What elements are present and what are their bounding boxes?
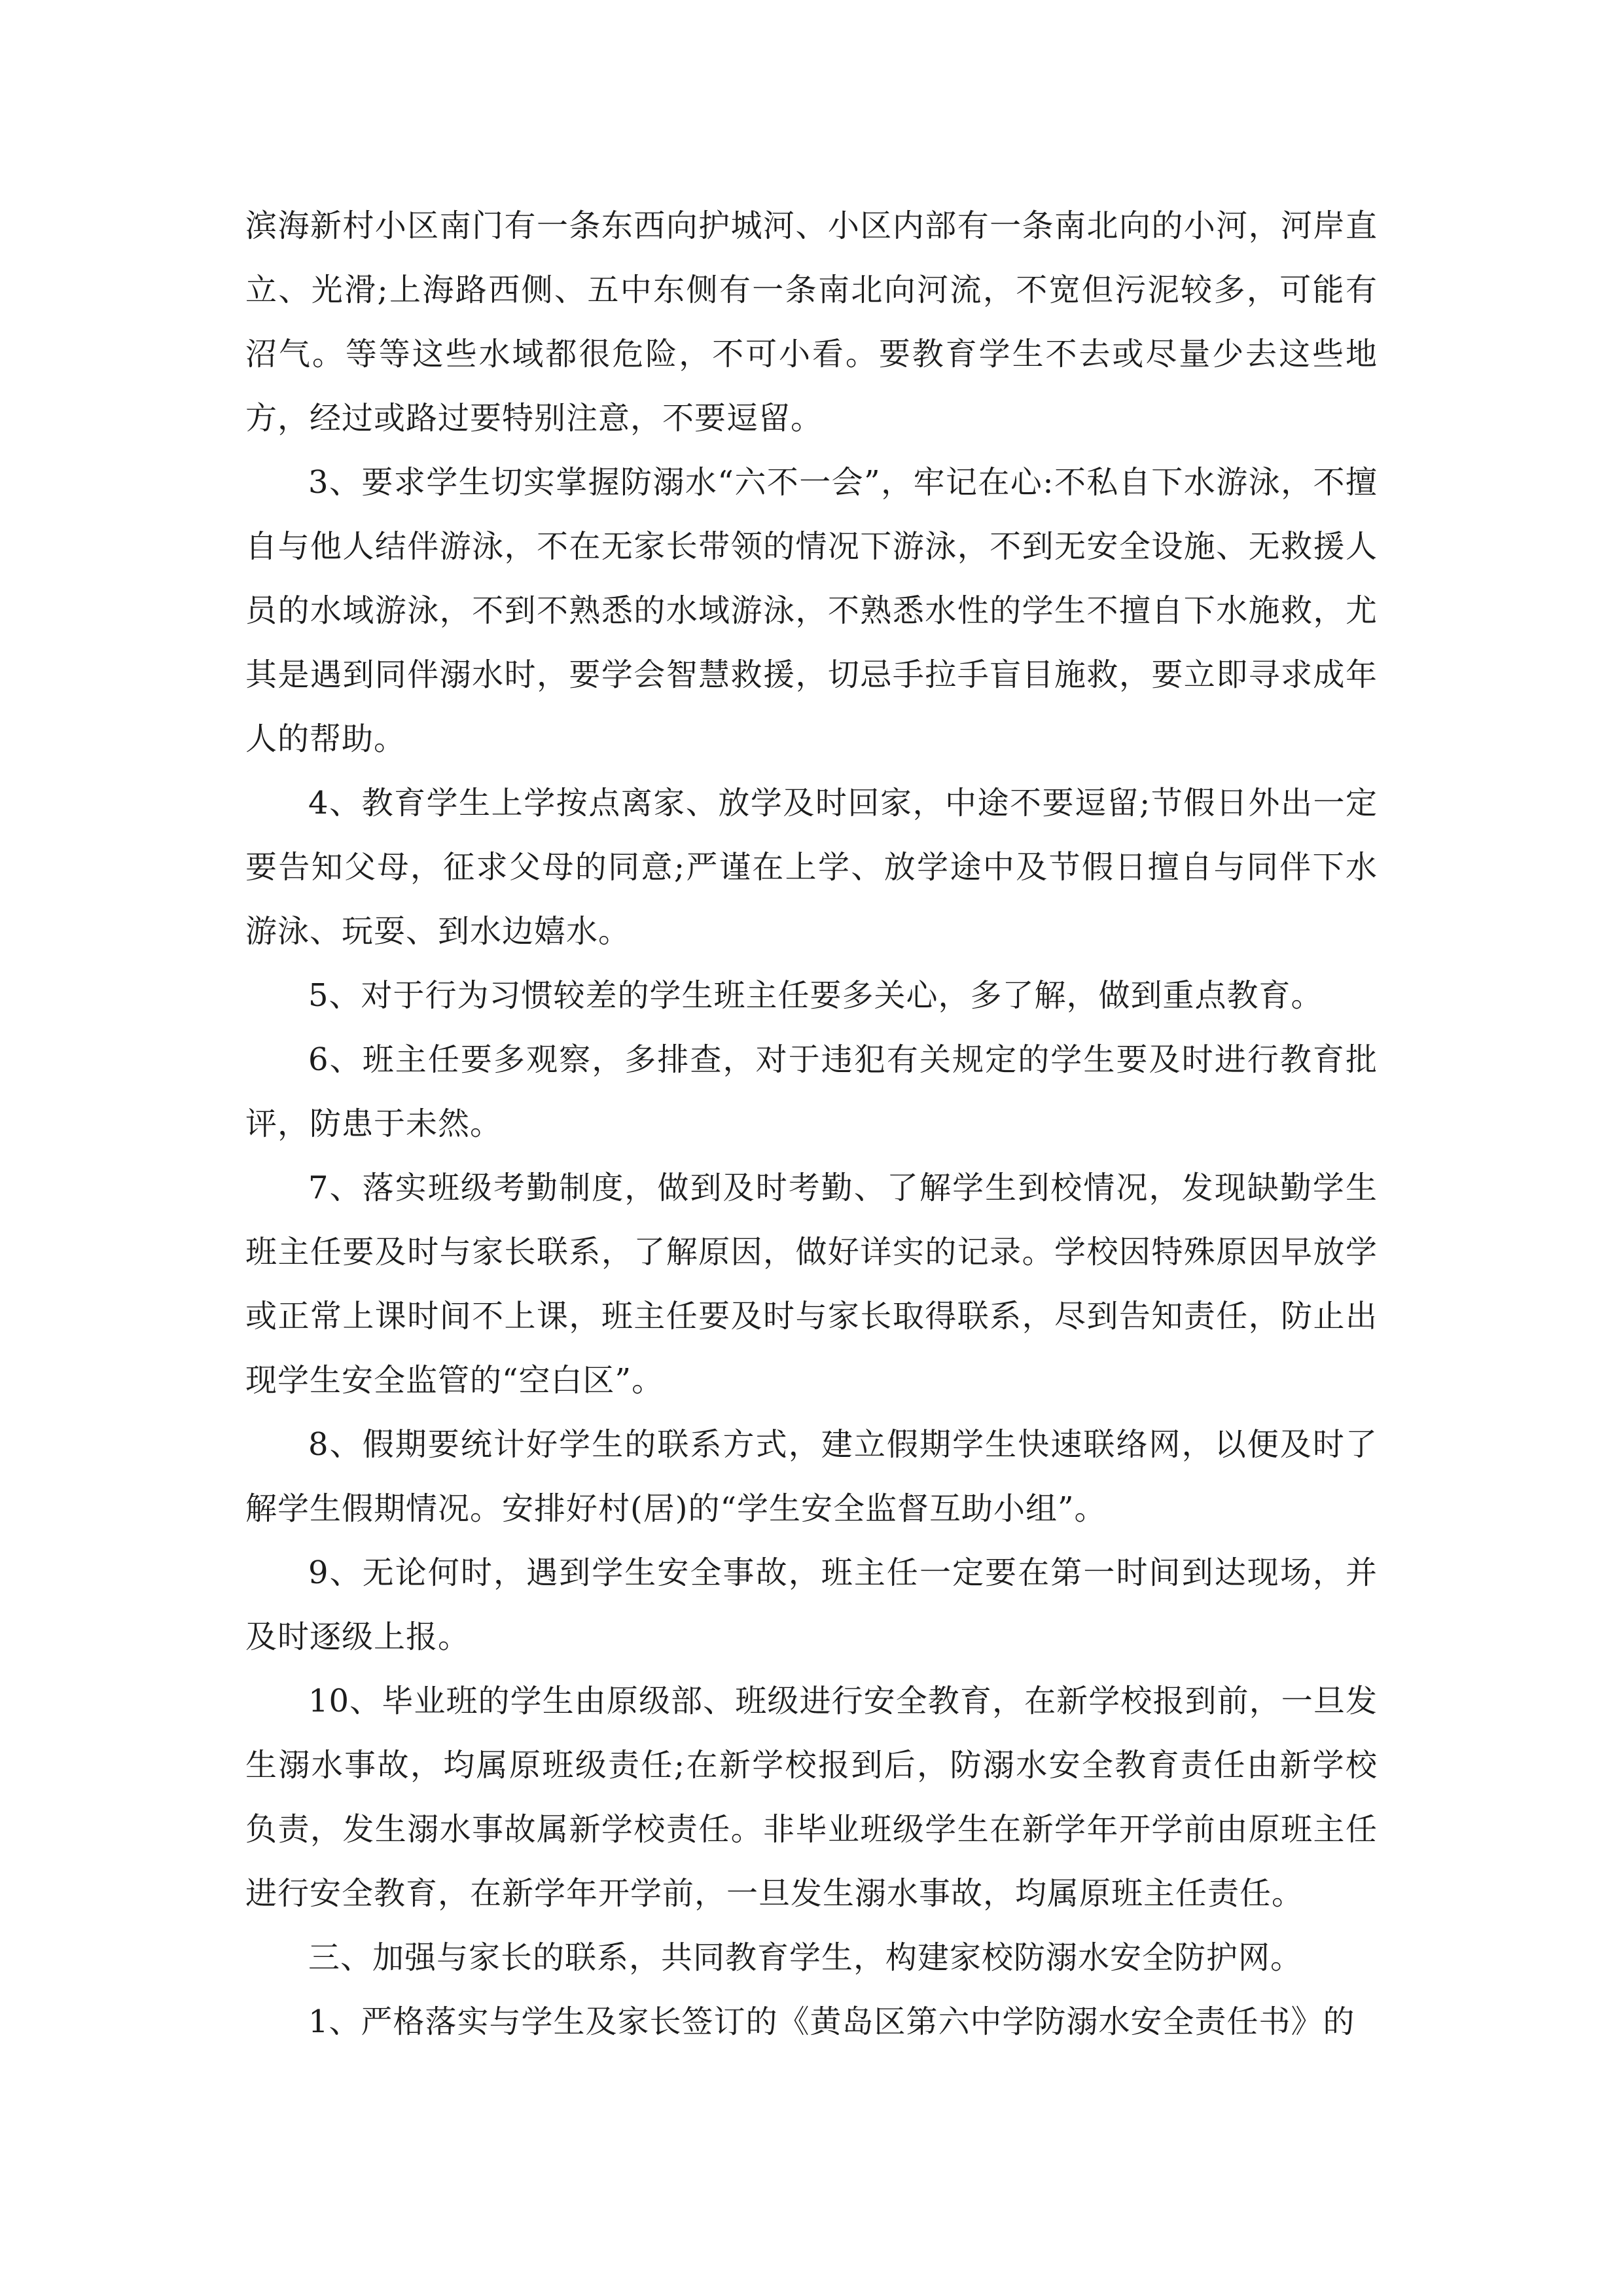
paragraph-item-3: 3、要求学生切实掌握防溺水“六不一会”，牢记在心:不私自下水游泳，不擅自与他人结伴游泳，不在无家长带领的情况下游泳，不到无安全设施、无救援人员的水域游泳，不到不熟悉的水域游泳，不熟悉水性的学生不擅自下水施救，尤其是遇到同伴溺水时，要学会智慧救援，切忌手拉手盲目施救，要立即寻求成年人的帮助。 bbox=[245, 464, 1378, 757]
document-body bbox=[245, 194, 1378, 2054]
paragraph-rivers: 滨海新村小区南门有一条东西向护城河、小区内部有一条南北向的小河，河岸直立、光滑;上海路西侧、五中东侧有一条南北向河流，不宽但污泥较多，可能有沼气。等等这些水域都很危险，不可小看。要教育学生不去或尽量少去这些地方，经过或路过要特别注意，不要逗留。 bbox=[245, 207, 1378, 437]
paragraph-item-7: 7、落实班级考勤制度，做到及时考勤、了解学生到校情况，发现缺勤学生班主任要及时与家长联系，了解原因，做好详实的记录。学校因特殊原因早放学或正常上课时间不上课，班主任要及时与家长取得联系，尽到告知责任，防止出现学生安全监管的“空白区”。 bbox=[245, 1170, 1378, 1399]
paragraph-item-4: 4、教育学生上学按点离家、放学及时回家，中途不要逗留;节假日外出一定要告知父母，征求父母的同意;严谨在上学、放学途中及节假日擅自与同伴下水游泳、玩耍、到水边嬉水。 bbox=[245, 785, 1378, 950]
paragraph-item-8: 8、假期要统计好学生的联系方式，建立假期学生快速联络网，以便及时了解学生假期情况。安排好村(居)的“学生安全监督互助小组”。 bbox=[245, 1426, 1378, 1527]
paragraph-item-6: 6、班主任要多观察，多排查，对于违犯有关规定的学生要及时进行教育批评，防患于未然。 bbox=[245, 1041, 1378, 1142]
paragraph-item-10: 10、毕业班的学生由原级部、班级进行安全教育，在新学校报到前，一旦发生溺水事故，均属原班级责任;在新学校报到后，防溺水安全教育责任由新学校负责，发生溺水事故属新学校责任。非毕业班级学生在新学年开学前由原班主任进行安全教育，在新学年开学前，一旦发生溺水事故，均属原班主任责任。 bbox=[245, 1683, 1378, 1912]
paragraph-item-9: 9、无论何时，遇到学生安全事故，班主任一定要在第一时间到达现场，并及时逐级上报。 bbox=[245, 1554, 1378, 1655]
section-heading-3: 三、加强与家长的联系，共同教育学生，构建家校防溺水安全防护网。 bbox=[308, 1939, 1303, 1976]
paragraph-section-3-item-1: 1、严格落实与学生及家长签订的《黄岛区第六中学防溺水安全责任书》的 bbox=[308, 2003, 1355, 2040]
paragraph-item-5: 5、对于行为习惯较差的学生班主任要多关心，多了解，做到重点教育。 bbox=[308, 977, 1323, 1014]
